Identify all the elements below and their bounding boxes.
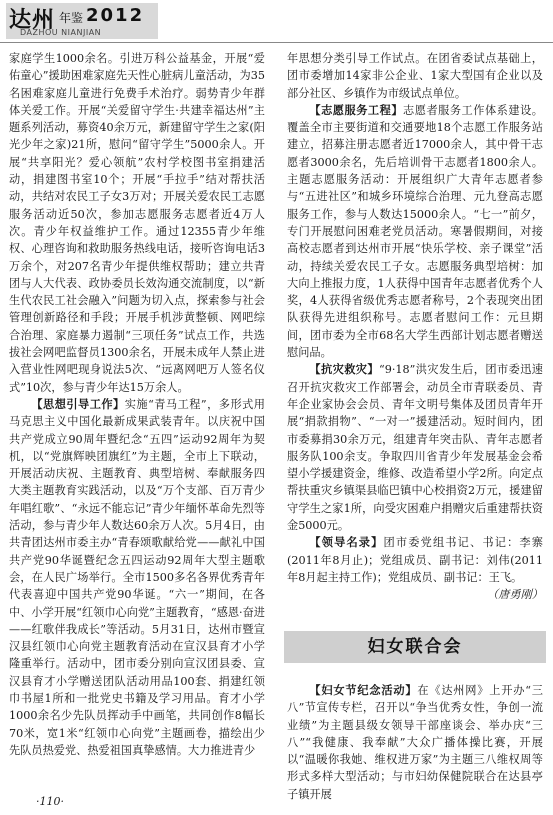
page-number: ·110· (36, 795, 64, 808)
logo-title: 达州 (9, 8, 56, 33)
paragraph (287, 50, 543, 102)
paragraph-text: 年思想分类引导工作试点。在团省委试点基础上，团市委增加14家非公企业、1家大型国有企业以及部分社区、乡镇作为市级试点单位。 (287, 52, 543, 100)
left-column (9, 50, 265, 759)
section-title-bar: 妇女联合会 (284, 631, 546, 663)
section-heading: 【抗灾救灾】 (309, 362, 380, 377)
header-divider (0, 42, 553, 43)
paragraph-text: 实施“青马工程”，多形式用马克思主义中国化最新成果武装青年。以庆祝中国共产党成立90周年暨纪念“五四”运动92周年为契机，以“党旗辉映团旗红”为主题，全市上下联动，开展活动庆祝、主题教育、典型培树、奉献服务四大类主题教育实践活动，以及“万个支部、百万青少年唱红歌”、“永远不能忘记”青少年缅怀革命先烈等活动，参与青少年人数达60余万人次。5月4日，由共青团达州市委主办“青春颂歌献给党——献礼中国共产党90华诞暨纪念五四运动92周年大型主题歌会，在人民广场举行。全市1500多名各界优秀青年代表喜迎中国共产党90华诞。“六一”期间，在各中、小学开展“红领巾心向党”主题教育，“感恩·奋进——红歌伴我成长”等活动。5月31日，达州市暨宣汉县红领巾心向党主题教育活动在宣汉县育才小学隆重举行。活动中，团市委分别向宣汉团县委、宣汉县育才小学赠送团队活动用品100套、捐建红领巾书屋1所和一批党史书籍及学习用品。育才小学1000余名少先队员挥动手中画笔，共同创作8幅长70米，宽1米“红领巾心向党”主题画卷，描绘出少先队员热爱党、热爱祖国真挚感情。大力推进青少 (9, 397, 265, 757)
paragraph (287, 534, 543, 586)
paragraph-text: 在《达州网》上开办“三八”节宣传专栏，召开以“争当优秀女性，争创一流业绩”为主题县级女领导干部座谈会、举办庆“三八”“我健康、我奉献”大众广播体操比赛，开展以“温暖你我她、维权进万家”为主题三八维权周等形式多样大型活动；与市妇幼保健院联合在达县亭子镇开展 (287, 684, 543, 801)
section-heading: 【思想引导工作】 (31, 396, 125, 411)
section-heading: 【妇女节纪念活动】 (309, 683, 418, 697)
right-column (287, 50, 543, 604)
paragraph (287, 102, 543, 361)
paragraph (287, 361, 543, 534)
paragraph-text: 志愿者服务工作体系建设。覆盖全市主要街道和交通要地18个志愿工作服务站建立，招募注册志愿者近17000余人，其中骨干志愿者3000余名，先后培训骨干志愿者1800余人。主题志愿服务活动：开展组织广大青年志愿者参与“五进社区”和城乡环境综合治理、元九登高志愿服务工作，参与人数达15000余人。“七一”前夕，专门开展慰问困难老党员活动。寒暑假期间，对接高校志愿者到达州市开展“快乐学校、亲子课堂”活动，持续关爱农民工子女。志愿服务典型培树：加大向上推报力度，1人获得中国青年志愿者优秀个人奖，4人获得省级优秀志愿者称号，2个表现突出团队获得先进组织称号。志愿者慰问工作：元旦期间，团市委为全市68名大学生西部计划志愿者赠送慰问品。 (287, 103, 543, 360)
logo-subtitle: 年鉴 (59, 11, 84, 25)
section-heading: 【志愿服务工程】 (309, 102, 404, 117)
paragraph-text: 家庭学生1000余名。引进万科公益基金，开展“爱佑童心”援助困难家庭先天性心脏病儿童活动，为35名困难家庭儿童进行免费手术治疗。弱势青少年群体关爱工作。开展“关爱留守学生·共建幸福达州”主题系列活动，募资40余万元，新建留守学生之家(阳光少年之家)21所，慰问“留守学生”5000余人。开展“共享阳光？爱心领航”农村学校图书室捐建活动，捐建图书室10个；开展“手拉手”结对帮扶活动，共结对农民工子女3万对；开展关爱农民工志愿服务活动近50次，参加志愿服务志愿者近4万人次。青少年权益维护工作。通过12355青少年维权、心理咨询和救助服务热线电话，接听咨询电话3万余个，对207名青少年提供维权帮助；建立共青团与人大代表、政协委员长效沟通交流制度，以“新生代农民工社会融入”问题为切入点，探索参与社会管理创新路径和手段；开展手机涉黄整顿、网吧综合治理、家庭暴力遏制“三项任务”试点工作，共选拔社会网吧监督员1300余名，开展未成年人禁止进入营业性网吧现身说法5次、“远离网吧万人签名仪式”10次，参与青少年达15万余人。 (9, 52, 265, 394)
paragraph-text: “9·18”洪灾发生后，团市委迅速召开抗灾救灾工作部署会，动员全市青联委员、青年企业家协会会员、青年文明号集体及团员青年开展“捐款捐物”、“一对一”援建活动。短时间内，团市委募捐30余万元，组建青年突击队、青年志愿者服务队100余支。争取四川省青少年发展基金会希望小学援建资金，维修、改造希望小学2所。向定点帮扶重灾乡镇渠县临巴镇中心校捐资2万元，援建留守学生之家1所，向受灾困难户捐赠灾后重建帮扶资金5000元。 (287, 363, 543, 533)
paragraph (9, 396, 265, 759)
paragraph (9, 50, 265, 396)
paragraph-text: 团市委党组书记、书记：李寨(2011年8月止)；党组成员、副书记：刘伟(2011年8月起主持工作)；党组成员、副书记：王飞。 (287, 536, 543, 584)
right-column-lower (287, 682, 543, 803)
logo-year: 2012 (86, 5, 145, 26)
page-header (0, 0, 553, 46)
paragraph (287, 682, 543, 803)
logo-pinyin: DAZHOU NIANJIAN (20, 28, 102, 37)
yearbook-logo (6, 3, 158, 39)
author-byline: （唐勇刚） (487, 588, 543, 602)
section-heading: 【领导名录】 (309, 535, 384, 550)
